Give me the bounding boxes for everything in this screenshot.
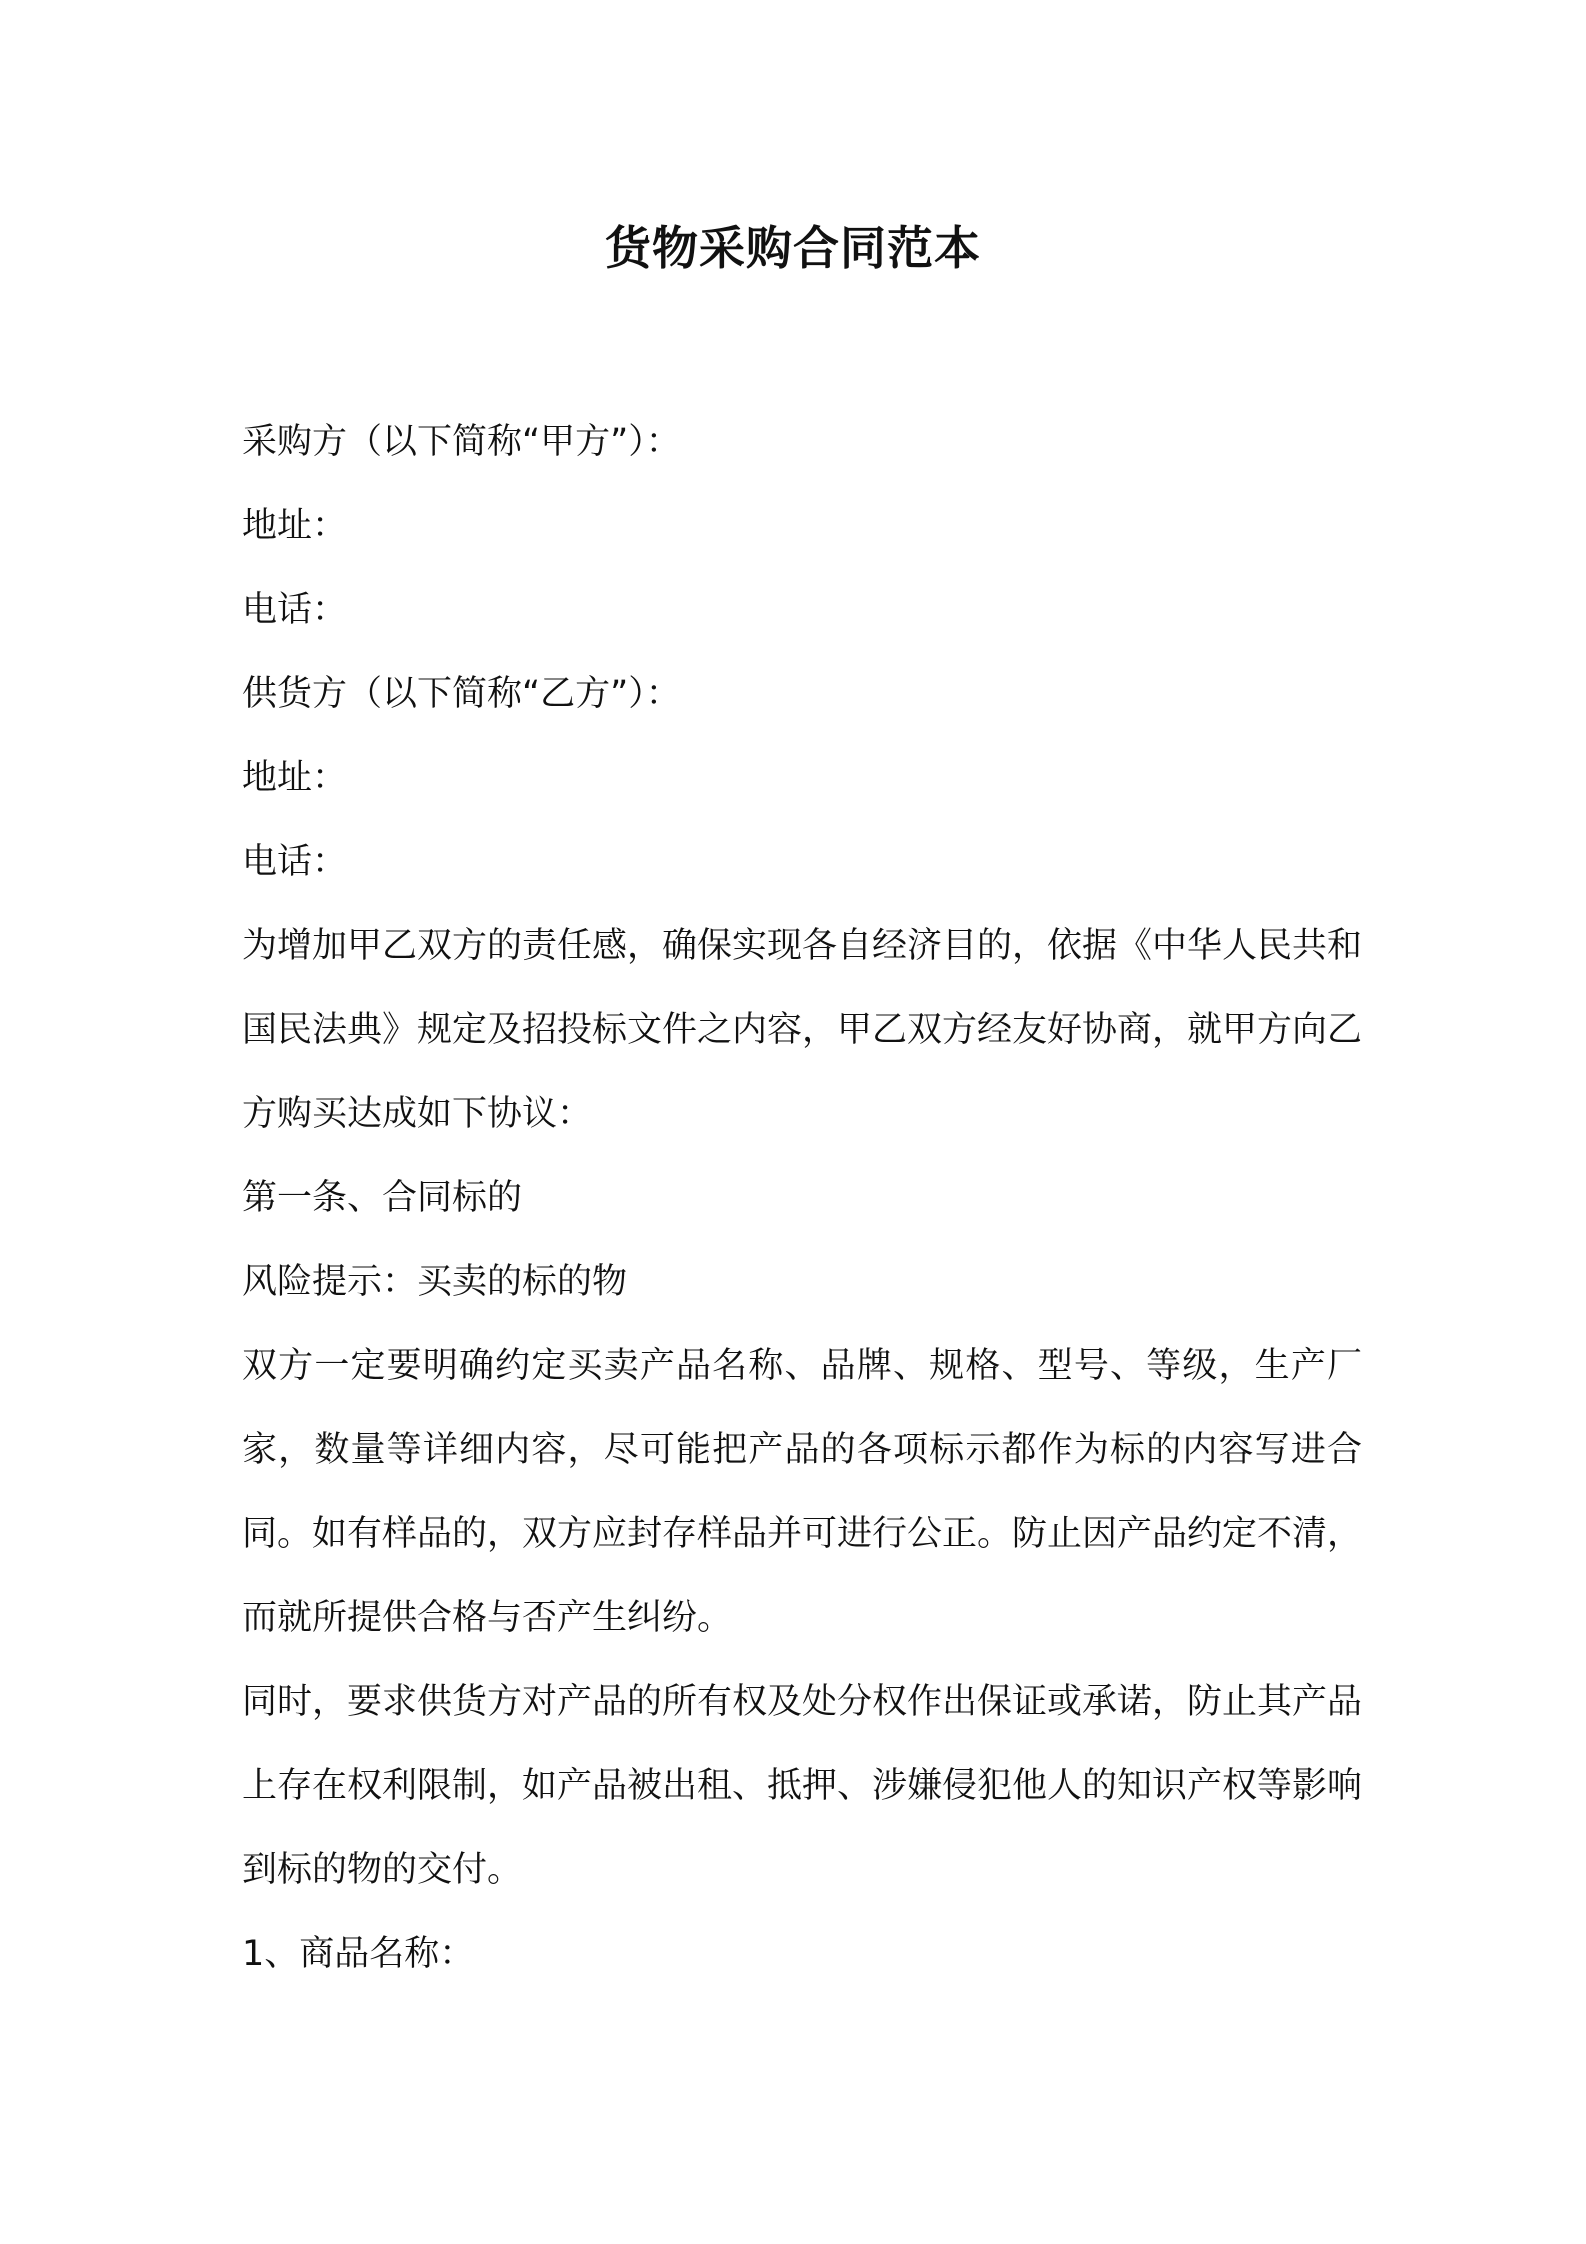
- document-body: [242, 400, 1362, 1996]
- document-title: 货物采购合同范本: [605, 221, 981, 275]
- buyer-address-line: 地址：: [242, 506, 348, 546]
- article-1-heading: 第一条、合同标的: [242, 1178, 523, 1218]
- buyer-line: 采购方（以下简称“甲方”）：: [242, 422, 681, 462]
- supplier-phone-line: 电话：: [242, 842, 348, 882]
- supplier-line: 供货方（以下简称“乙方”）：: [242, 674, 681, 714]
- preamble-paragraph: 为增加甲乙双方的责任感，确保实现各自经济目的，依据《中华人民共和国民法典》规定及招投标文件之内容，甲乙双方经友好协商，就甲方向乙方购买达成如下协议：: [242, 926, 1363, 1134]
- item-1-product-name: 1、商品名称：: [242, 1934, 475, 1974]
- risk-notice-line: 风险提示：买卖的标的物: [242, 1262, 628, 1302]
- risk-paragraph-2: 同时，要求供货方对产品的所有权及处分权作出保证或承诺，防止其产品上存在权利限制，如产品被出租、抵押、涉嫌侵犯他人的知识产权等影响到标的物的交付。: [242, 1682, 1363, 1890]
- risk-paragraph-1: 双方一定要明确约定买卖产品名称、品牌、规格、型号、等级，生产厂家，数量等详细内容，尽可能把产品的各项标示都作为标的内容写进合同。如有样品的，双方应封存样品并可进行公正。防止因产品约定不清，而就所提供合格与否产生纠纷。: [242, 1346, 1363, 1638]
- supplier-address-line: 地址：: [242, 758, 348, 798]
- buyer-phone-line: 电话：: [242, 590, 348, 630]
